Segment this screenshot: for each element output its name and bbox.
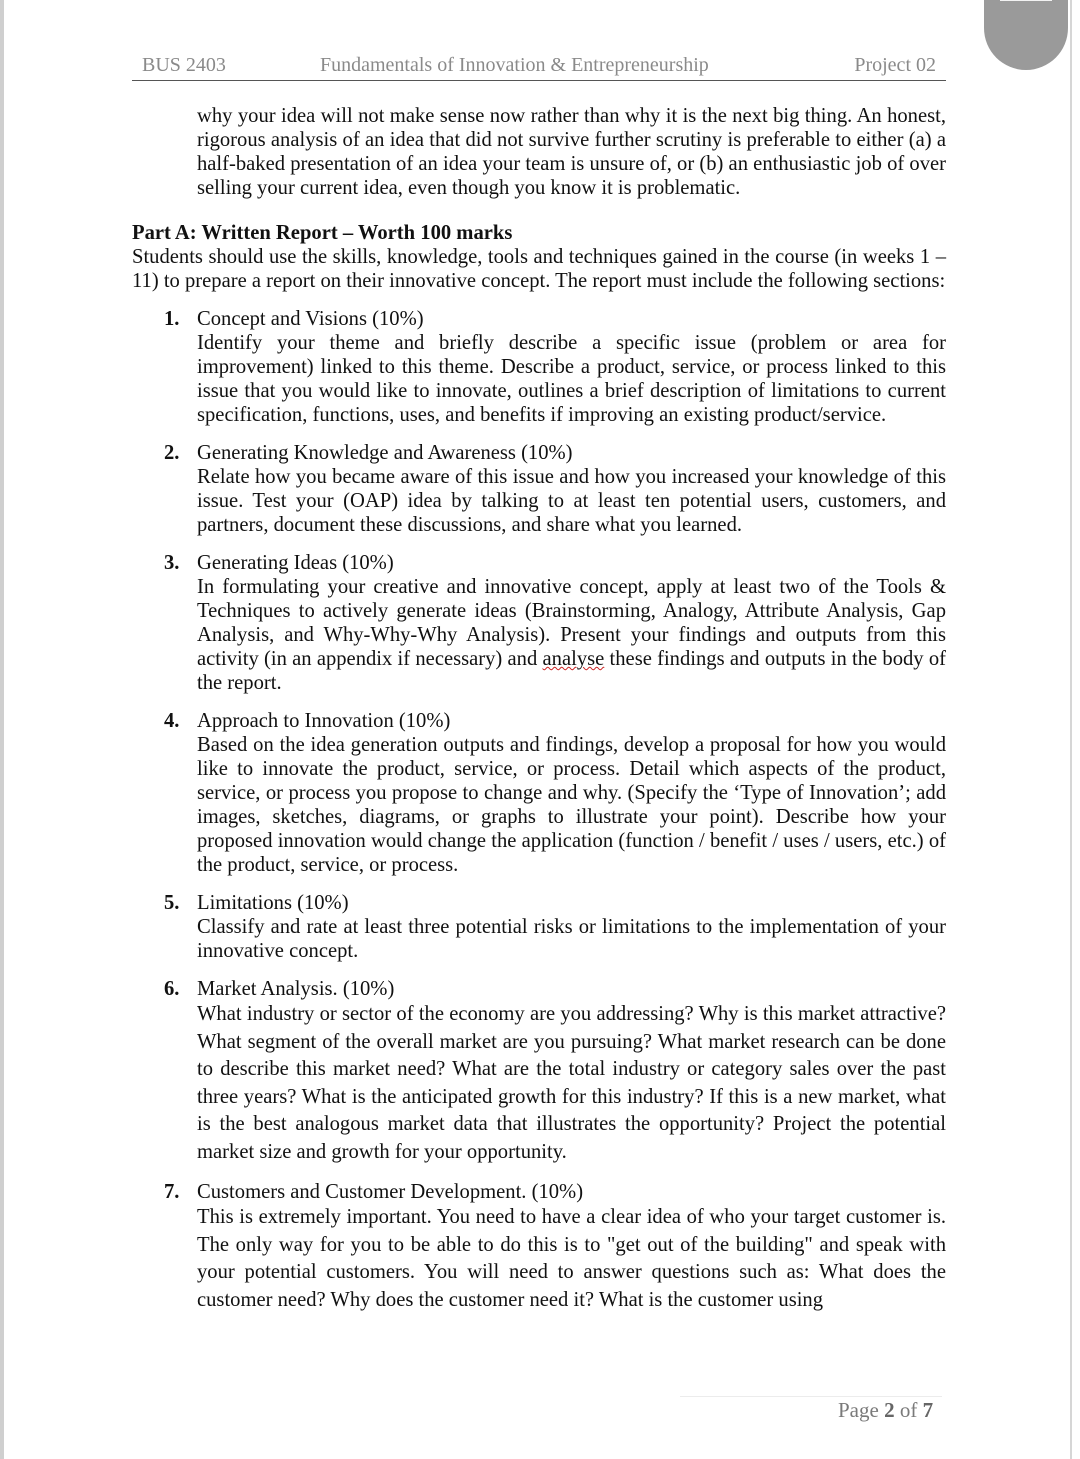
part-a-heading: Part A: Written Report – Worth 100 marks (132, 222, 513, 244)
page-word: Page (838, 1398, 879, 1422)
section-body: What industry or sector of the economy are you addressing? Why is this market attractive? What segment of the overall market are you pursuing? What market research can be done to describe this market need? What are the total industry or category sales over the past three years? What is the anticipated growth for this industry? If this is a new market, what is the best analogous market data that illustrates the opportunity? Project the potential market size and growth for your opportunity. (197, 1003, 946, 1163)
of-word: of (899, 1398, 918, 1422)
section-number: 3. (164, 552, 180, 574)
section-item (132, 307, 946, 427)
section-item (132, 441, 946, 537)
section-item (132, 891, 946, 963)
document-body (132, 104, 946, 1328)
section-body (197, 575, 946, 695)
section-list (132, 307, 946, 1314)
section-item (132, 1180, 946, 1314)
section-title: Customers and Customer Development. (10%) (197, 1181, 584, 1203)
section-number: 1. (164, 308, 180, 330)
total-pages: 7 (922, 1398, 934, 1422)
part-a-description: Students should use the skills, knowledge, tools and techniques gained in the course (in weeks 1 – 11) to prepare a report on their innovative concept. The report must include the following sections: (132, 246, 946, 292)
page-edge-right (1070, 0, 1072, 1459)
section-number: 7. (164, 1181, 180, 1203)
section-body: Relate how you became aware of this issue and how you increased your knowledge of this issue. Test your (OAP) idea by talking to at least ten potential users, customers, and partners, document these discussions, and share what you learned. (197, 466, 946, 536)
section-number: 5. (164, 892, 180, 914)
section-number: 6. (164, 978, 180, 1000)
header-project: Project 02 (854, 54, 936, 76)
section-body: This is extremely important. You need to have a clear idea of who your target customer is. The only way for you to be able to do this is to "get out of the building" and speak with your potential customers. You will need to answer questions such as: What does the customer need? Why does the customer need it? What is the customer using (197, 1206, 946, 1311)
intro-paragraph: why your idea will not make sense now rather than why it is the next big thing. An honest, rigorous analysis of an idea that did not survive further scrutiny is preferable to either (a) a half-baked presentation of an idea your team is unsure of, or (b) an enthusiastic job of over selling your current idea, even though you know it is problematic. (197, 105, 946, 199)
section-body-text: these findings and outputs in the body of the report. (197, 648, 946, 694)
section-body-text: In formulating your creative and innovative concept, apply at least two of the Tools & Techniques to actively generate ideas (Brainstorming, Analogy, Attribute Analysis, Gap Analysis, and Why-Why-Why Analysis). Present your findings and outputs from this activity (in an appendix if necessary) and (197, 576, 946, 670)
section-title: Approach to Innovation (10%) (197, 710, 451, 732)
page-edge-left (0, 0, 4, 1459)
section-item (132, 551, 946, 695)
page-header (132, 54, 946, 81)
menu-button[interactable] (984, 0, 1068, 70)
section-body: Classify and rate at least three potential risks or limitations to the implementation of your innovative concept. (197, 916, 946, 962)
section-title: Concept and Visions (10%) (197, 308, 424, 330)
section-body: Identify your theme and briefly describe a specific issue (problem or area for improvement) linked to this theme. Describe a product, service, or process linked to this issue that you would like to innovate, outlines a brief description of limitations to current specification, functions, uses, and benefits if improving an existing product/service. (197, 332, 946, 426)
spelling-flagged-word[interactable]: analyse (542, 648, 605, 670)
section-title: Limitations (10%) (197, 892, 349, 914)
section-title: Generating Knowledge and Awareness (10%) (197, 442, 573, 464)
current-page: 2 (884, 1398, 895, 1422)
menu-bar-icon (1000, 0, 1052, 1)
header-course-code: BUS 2403 (142, 54, 226, 76)
page-number (838, 1398, 933, 1423)
section-item (132, 709, 946, 877)
section-number: 2. (164, 442, 180, 464)
section-number: 4. (164, 710, 180, 732)
section-item (132, 977, 946, 1166)
footer-divider (680, 1396, 942, 1397)
header-course-title: Fundamentals of Innovation & Entrepreneurship (320, 54, 709, 76)
section-body: Based on the idea generation outputs and findings, develop a proposal for how you would like to innovate the product, service, or process. Detail which aspects of the product, service, or process you propose to change and why. (Specify the ‘Type of Innovation’; add images, sketches, diagrams, or graphs to illustrate your point). Describe how your proposed innovation would change the application (function / benefit / uses / users, etc.) of the product, service, or process. (197, 734, 946, 876)
section-title: Generating Ideas (10%) (197, 552, 394, 574)
section-title: Market Analysis. (10%) (197, 978, 395, 1000)
